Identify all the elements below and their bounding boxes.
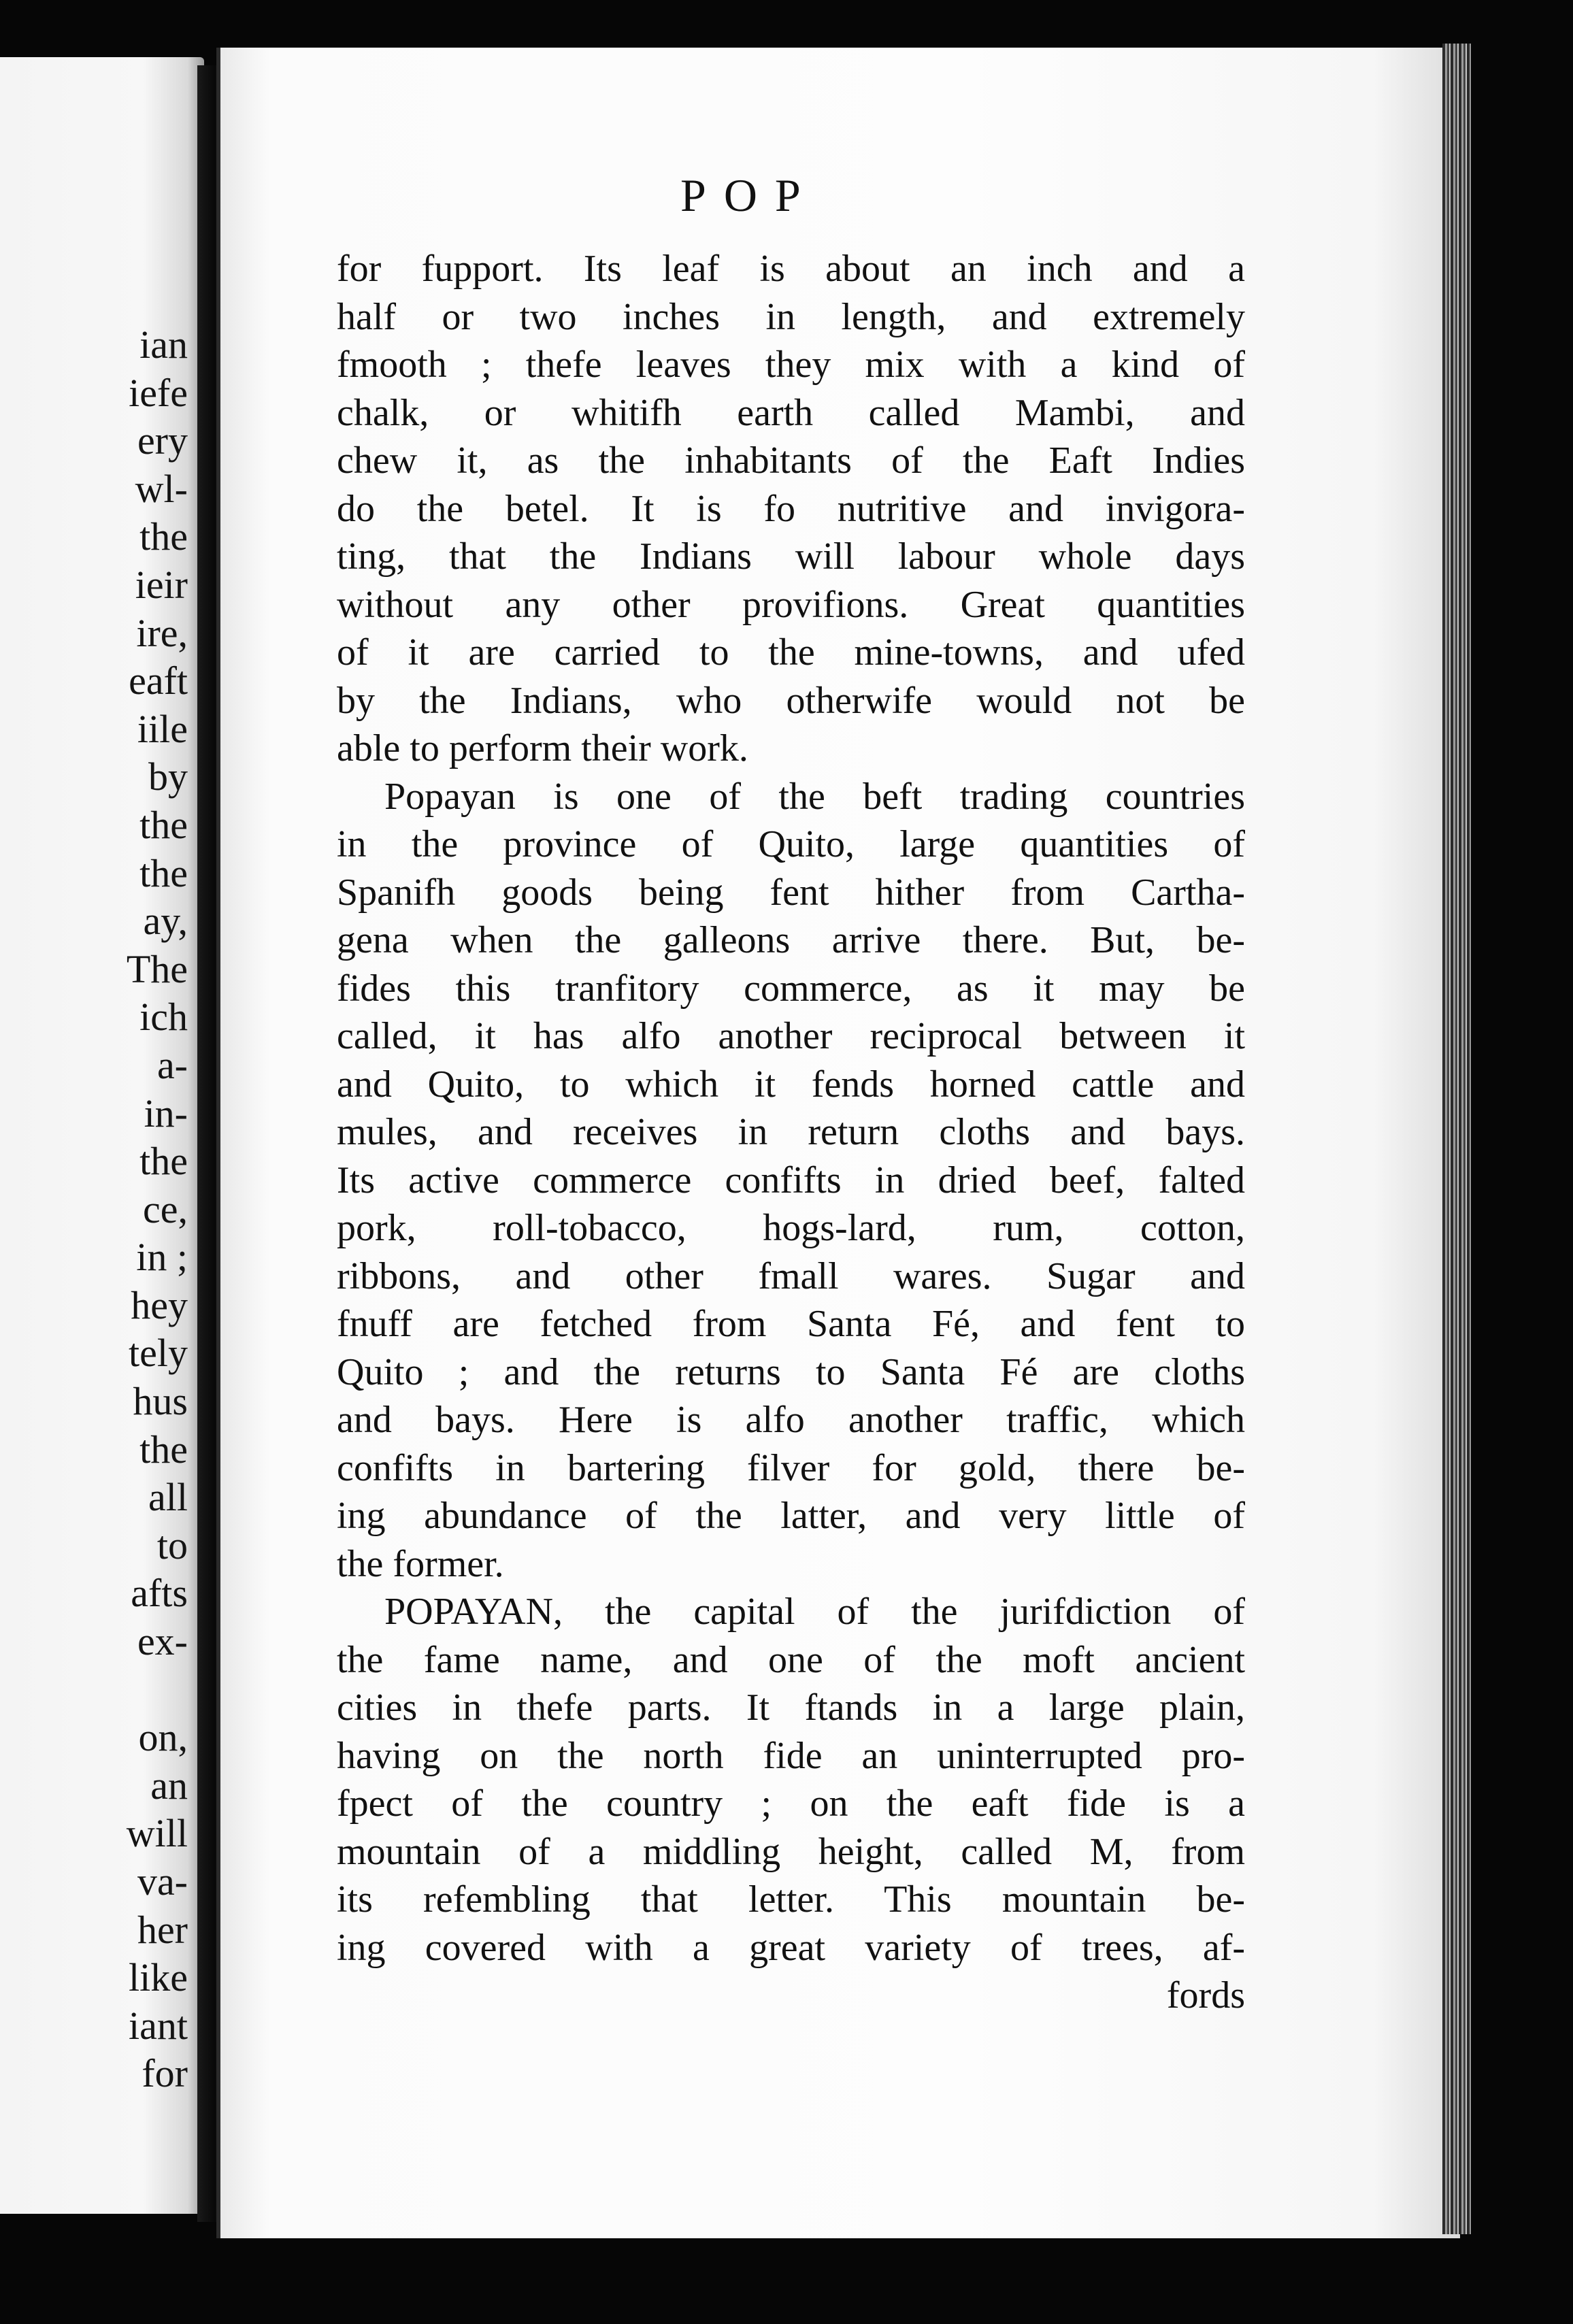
fragment-line: the xyxy=(139,802,188,847)
fragment-line: in ; xyxy=(136,1235,188,1280)
fragment-line: ian xyxy=(139,322,188,367)
fragment-line: the xyxy=(139,514,188,559)
fragment-line: an xyxy=(150,1763,188,1808)
text-line: mules, and receives in return cloths and bays. xyxy=(337,1111,1245,1153)
text-line: POPAYAN, the capital of the jurifdiction of xyxy=(384,1591,1245,1633)
text-line: ting, that the Indians will labour whole days xyxy=(337,535,1245,578)
fragment-line: ire, xyxy=(136,610,188,655)
text-line: pork, roll-tobacco, hogs-lard, rum, cotton, xyxy=(337,1207,1245,1249)
text-line: Popayan is one of the beft trading countries xyxy=(384,775,1245,818)
body-text xyxy=(337,245,1245,2020)
text-line: called, it has alfo another reciprocal between it xyxy=(337,1015,1245,1057)
text-line: Spanifh goods being fent hither from Cartha- xyxy=(337,871,1245,914)
fragment-line: the xyxy=(139,1139,188,1184)
text-line: fords xyxy=(1166,1974,1245,2016)
text-line: of it are carried to the mine-towns, and ufed xyxy=(337,631,1245,674)
text-line: half or two inches in length, and extremely xyxy=(337,295,1245,338)
fragment-line: ay, xyxy=(143,899,188,944)
fragment-line: wl- xyxy=(135,466,188,511)
text-line: fnuff are fetched from Santa Fé, and fent to xyxy=(337,1303,1245,1345)
fragment-line: for xyxy=(142,2051,188,2096)
text-line: having on the north fide an uninterrupted pro- xyxy=(337,1734,1245,1777)
fragment-line xyxy=(127,1666,188,1714)
text-line: by the Indians, who otherwife would not be xyxy=(337,679,1245,722)
text-line: fides this tranfitory commerce, as it may be xyxy=(337,967,1245,1010)
text-line: ing covered with a great variety of trees, af- xyxy=(337,1926,1245,1969)
text-line: for fupport. Its leaf is about an inch and a xyxy=(337,248,1245,290)
fragment-line: hey xyxy=(131,1282,188,1327)
previous-page-text xyxy=(127,321,188,2098)
fragment-line: a- xyxy=(156,1042,188,1087)
fragment-line: her xyxy=(137,1907,188,1952)
fragment-line: to xyxy=(156,1523,188,1567)
text-line: fpect of the country ; on the eaft fide is a xyxy=(337,1782,1245,1825)
text-line: ribbons, and other fmall wares. Sugar and xyxy=(337,1255,1245,1297)
text-line: ing abundance of the latter, and very little of xyxy=(337,1495,1245,1537)
previous-page-fragment xyxy=(0,57,204,2214)
text-line: gena when the galleons arrive there. But, be- xyxy=(337,919,1245,961)
text-line: chalk, or whitifh earth called Mambi, and xyxy=(337,391,1245,434)
text-line: and bays. Here is alfo another traffic, which xyxy=(337,1399,1245,1441)
text-line: fmooth ; thefe leaves they mix with a kind of xyxy=(337,344,1245,386)
fragment-line: ex- xyxy=(137,1619,188,1664)
page-edge-stack xyxy=(1442,44,1471,2234)
text-line: the former. xyxy=(337,1542,504,1585)
text-line: mountain of a middling height, called M, from xyxy=(337,1830,1245,1873)
fragment-line: eaft xyxy=(129,659,188,703)
fragment-line: ery xyxy=(137,418,188,463)
fragment-line: iefe xyxy=(129,370,188,415)
text-line: do the betel. It is fo nutritive and invigora- xyxy=(337,487,1245,530)
fragment-line: by xyxy=(148,754,188,799)
text-line: the fame name, and one of the moft ancient xyxy=(337,1638,1245,1681)
fragment-line: like xyxy=(129,1955,188,2000)
fragment-line: va- xyxy=(137,1859,188,1904)
text-line: Quito ; and the returns to Santa Fé are cloths xyxy=(337,1350,1245,1393)
fragment-line: ieir xyxy=(135,562,188,607)
fragment-line: The xyxy=(126,946,188,991)
fragment-line: on, xyxy=(138,1715,188,1760)
fragment-line: tely xyxy=(129,1331,188,1376)
text-line: chew it, as the inhabitants of the Eaft Indies xyxy=(337,439,1245,482)
fragment-line: iile xyxy=(137,706,188,751)
text-line: Its active commerce confifts in dried beef, falted xyxy=(337,1159,1245,1201)
fragment-line: the xyxy=(139,850,188,895)
running-header: POP xyxy=(680,169,818,221)
text-line: in the province of Quito, large quantities of xyxy=(337,823,1245,865)
text-line: without any other provifions. Great quantities xyxy=(337,583,1245,626)
fragment-line: ce, xyxy=(143,1186,188,1231)
fragment-line: iant xyxy=(129,2003,188,2048)
text-line: and Quito, to which it fends horned cattle and xyxy=(337,1063,1245,1106)
text-line: confifts in bartering filver for gold, there be- xyxy=(337,1446,1245,1489)
fragment-line: the xyxy=(139,1427,188,1472)
fragment-line: in- xyxy=(144,1091,188,1135)
text-line: its refembling that letter. This mountain be- xyxy=(337,1878,1245,1921)
fragment-line: ich xyxy=(139,995,188,1040)
text-line: able to perform their work. xyxy=(337,727,748,769)
fragment-line: afts xyxy=(131,1571,188,1616)
fragment-line: will xyxy=(126,1811,188,1856)
fragment-line: hus xyxy=(133,1379,188,1424)
fragment-line: all xyxy=(148,1475,188,1520)
text-line: cities in thefe parts. It ftands in a large plain, xyxy=(337,1687,1245,1729)
